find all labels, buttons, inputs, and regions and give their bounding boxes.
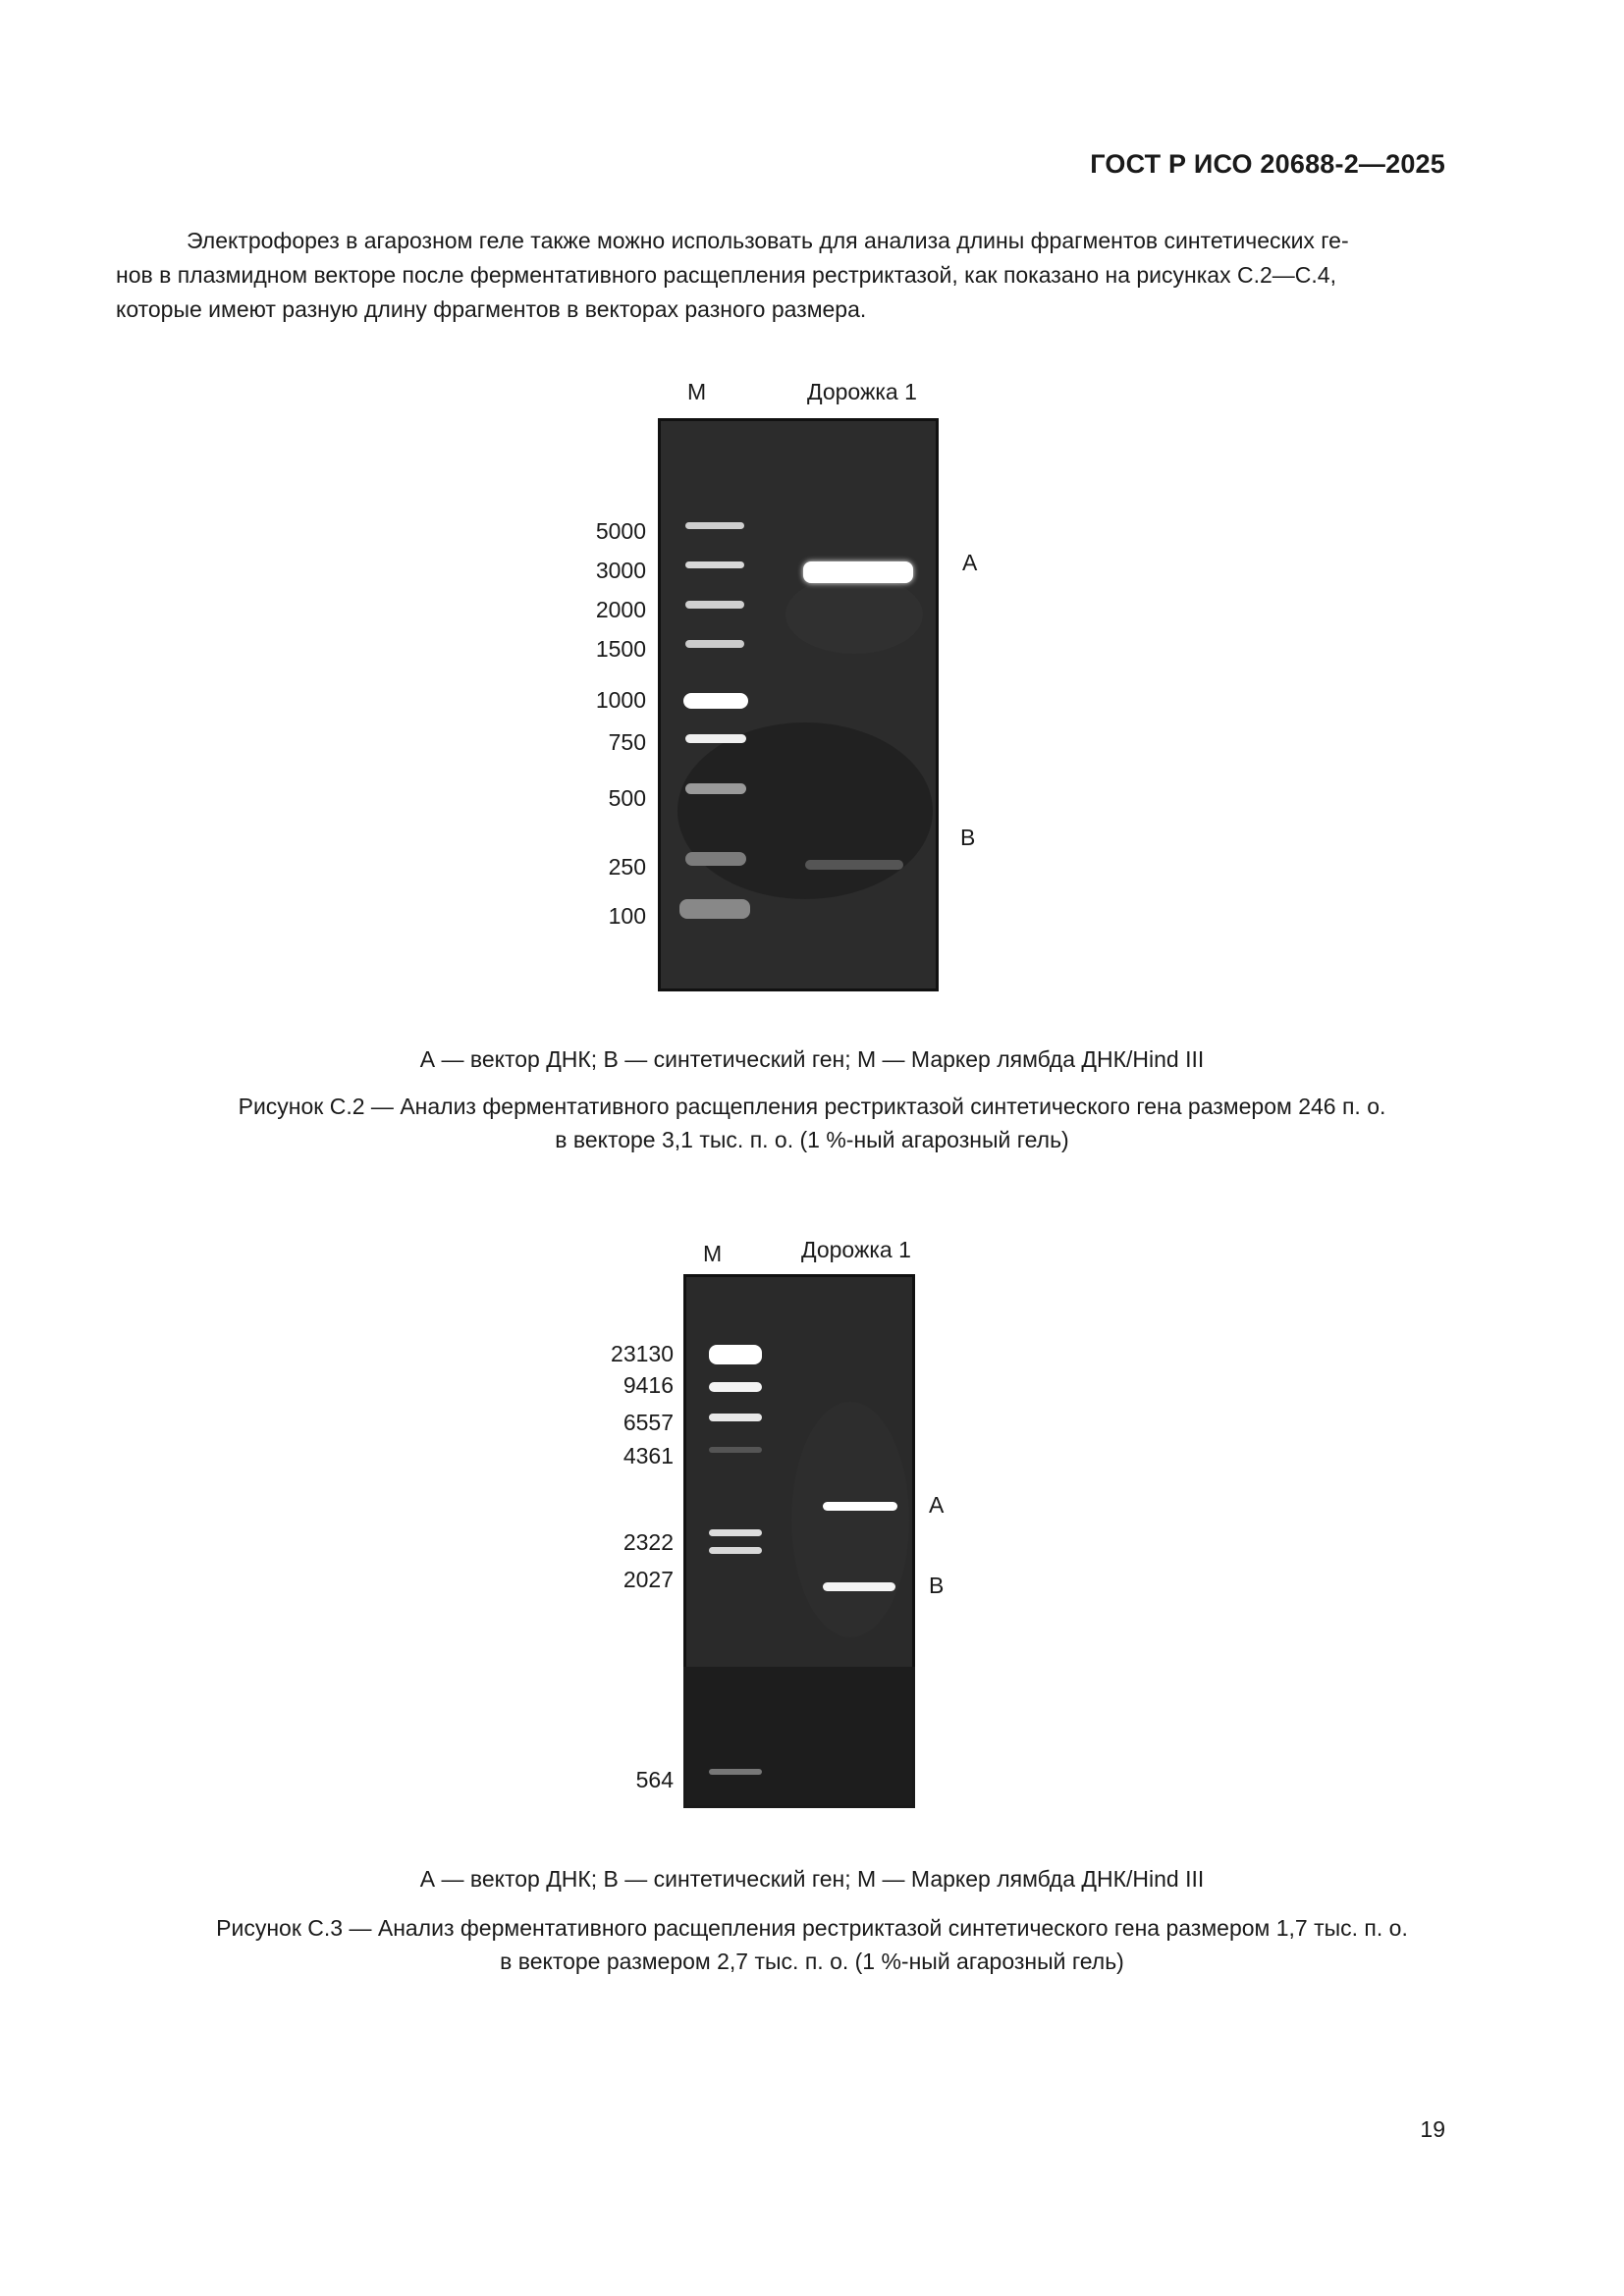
lane-marker-label: M [687, 379, 707, 404]
legend-text: А — вектор ДНК; В — синтетический ген; М — Маркер лямбда ДНК/Hind III [419, 1046, 1205, 1072]
caption-line: в векторе размером 2,7 тыс. п. о. (1 %-ный агарозный гель) [500, 1949, 1124, 1974]
ladder-label: 6557 [623, 1410, 674, 1435]
intro-line: которые имеют разную длину фрагментов в векторах разного размера. [116, 296, 867, 322]
lane-band-b [805, 860, 903, 870]
lane-1-label: Дорожка 1 [807, 379, 917, 404]
figure-legend [0, 1862, 1624, 1896]
lane-marker-label: M [703, 1241, 723, 1266]
ladder-label: 9416 [623, 1372, 674, 1398]
document-id: ГОСТ Р ИСО 20688-2—2025 [1090, 149, 1445, 179]
ladder-label: 2322 [623, 1529, 674, 1555]
band-b-label: B [960, 825, 976, 850]
ladder-label: 2027 [623, 1567, 674, 1592]
intro-paragraph [116, 224, 1445, 327]
caption-line: Рисунок С.3 — Анализ ферментативного расщепления рестриктазой синтетического гена размером 1,7 тыс. п. о. [216, 1915, 1408, 1941]
legend-text: А — вектор ДНК; В — синтетический ген; М — Маркер лямбда ДНК/Hind III [419, 1866, 1205, 1892]
ladder-label: 3000 [595, 558, 646, 583]
figure-caption [0, 1911, 1624, 1978]
ladder-label: 750 [608, 729, 646, 755]
gel-image-c3 [683, 1274, 915, 1808]
band-a-label: A [962, 550, 978, 575]
marker-band [685, 561, 744, 568]
ladder-label: 23130 [611, 1341, 674, 1366]
marker-band [679, 899, 750, 919]
ladder-label: 2000 [595, 597, 646, 622]
ladder-label: 1000 [595, 687, 646, 713]
band-a-label: A [929, 1492, 945, 1518]
gel-image-c2 [658, 418, 939, 991]
lane-band-b [823, 1582, 895, 1591]
marker-band [685, 852, 746, 866]
lane-band-a [803, 561, 913, 583]
figure-caption [0, 1090, 1624, 1156]
intro-line: Электрофорез в агарозном геле также можно использовать для анализа длины фрагментов синтетических ге- [187, 228, 1349, 253]
lane-1-label: Дорожка 1 [801, 1237, 911, 1262]
marker-band [683, 693, 748, 709]
figure-legend [0, 1042, 1624, 1076]
ladder-label: 564 [635, 1767, 674, 1792]
marker-band [709, 1382, 762, 1392]
ladder-label: 4361 [623, 1443, 674, 1468]
ladder-label: 1500 [595, 636, 646, 662]
marker-band [685, 601, 744, 609]
caption-line: в векторе 3,1 тыс. п. о. (1 %-ный агарозный гель) [555, 1127, 1069, 1152]
ladder-label: 500 [608, 785, 646, 811]
ladder-label: 5000 [595, 518, 646, 544]
marker-band [685, 640, 744, 648]
marker-band [709, 1447, 762, 1453]
marker-band [709, 1769, 762, 1775]
intro-line: нов в плазмидном векторе после ферментативного расщепления рестриктазой, как показано на рисунках С.2—С.4, [116, 262, 1336, 288]
ladder-label: 250 [608, 854, 646, 880]
marker-band [685, 783, 746, 794]
lane-band-a [823, 1502, 897, 1511]
caption-line: Рисунок С.2 — Анализ ферментативного расщепления рестриктазой синтетического гена размером 246 п. о. [238, 1094, 1386, 1119]
marker-band [685, 522, 744, 529]
marker-band [709, 1529, 762, 1536]
page-number: 19 [1420, 2116, 1445, 2142]
marker-band [709, 1414, 762, 1421]
ladder-label: 100 [608, 903, 646, 929]
marker-band [709, 1547, 762, 1554]
band-b-label: B [929, 1573, 945, 1598]
marker-band [685, 734, 746, 743]
marker-band [709, 1345, 762, 1364]
